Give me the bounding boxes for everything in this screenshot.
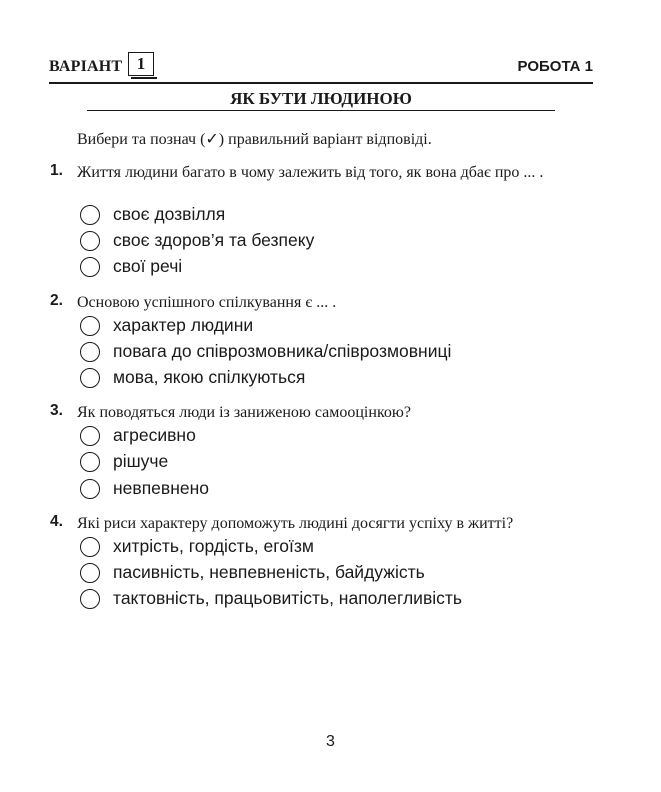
option-label: рішуче <box>113 451 169 471</box>
radio-circle-icon[interactable] <box>80 479 100 499</box>
header-divider <box>49 82 593 84</box>
page-header <box>49 52 593 80</box>
answer-option[interactable] <box>80 589 580 613</box>
page-title: ЯК БУТИ ЛЮДИНОЮ <box>230 89 412 108</box>
radio-circle-icon[interactable] <box>80 257 100 277</box>
option-label: характер людини <box>113 315 254 335</box>
answer-option[interactable] <box>80 257 580 281</box>
question-text: Основою успішного спілкування є ... . <box>77 294 337 311</box>
option-label: тактовність, працьовитість, наполегливість <box>113 588 463 608</box>
answer-option[interactable] <box>80 342 580 366</box>
option-label: своє дозвілля <box>113 204 226 224</box>
question-number: 1. <box>50 162 63 179</box>
question-number: 4. <box>50 513 63 530</box>
radio-circle-icon[interactable] <box>80 452 100 472</box>
radio-circle-icon[interactable] <box>80 563 100 583</box>
instruction-text: Вибери та познач (✓) правильний варіант відповіді. <box>77 131 432 148</box>
question-text: Життя людини багато в чому залежить від того, як вона дбає про ... . <box>77 164 544 181</box>
radio-circle-icon[interactable] <box>80 342 100 362</box>
answer-option[interactable] <box>80 452 580 476</box>
answer-option[interactable] <box>80 537 580 561</box>
variant-label: ВАРІАНТ <box>49 58 123 75</box>
radio-circle-icon[interactable] <box>80 589 100 609</box>
title-underline <box>87 110 555 111</box>
answer-option[interactable] <box>80 563 580 587</box>
answer-option[interactable] <box>80 205 580 229</box>
answer-option[interactable] <box>80 426 580 450</box>
answer-option[interactable] <box>80 368 580 392</box>
question-number: 3. <box>50 402 63 419</box>
variant-number-box: 1 <box>128 52 154 76</box>
radio-circle-icon[interactable] <box>80 231 100 251</box>
answer-option[interactable] <box>80 479 580 503</box>
option-label: повага до співрозмовника/співрозмовниці <box>113 341 452 361</box>
option-label: пасивність, невпевненість, байдужість <box>113 562 425 582</box>
option-label: свої речі <box>113 256 183 276</box>
radio-circle-icon[interactable] <box>80 537 100 557</box>
page-number: 3 <box>326 733 335 750</box>
question-text: Як поводяться люди із заниженою самооцінкою? <box>77 404 411 421</box>
option-label: агресивно <box>113 425 196 445</box>
radio-circle-icon[interactable] <box>80 426 100 446</box>
option-label: своє здоров’я та безпеку <box>113 230 315 250</box>
answer-option[interactable] <box>80 316 580 340</box>
question-text: Які риси характеру допоможуть людині досягти успіху в житті? <box>77 515 514 532</box>
question-number: 2. <box>50 292 63 309</box>
work-label: РОБОТА 1 <box>517 58 593 75</box>
radio-circle-icon[interactable] <box>80 316 100 336</box>
radio-circle-icon[interactable] <box>80 368 100 388</box>
option-label: невпевнено <box>113 478 209 498</box>
answer-option[interactable] <box>80 231 580 255</box>
option-label: мова, якою спілкуються <box>113 367 306 387</box>
radio-circle-icon[interactable] <box>80 205 100 225</box>
option-label: хитрість, гордість, егоїзм <box>113 536 314 556</box>
